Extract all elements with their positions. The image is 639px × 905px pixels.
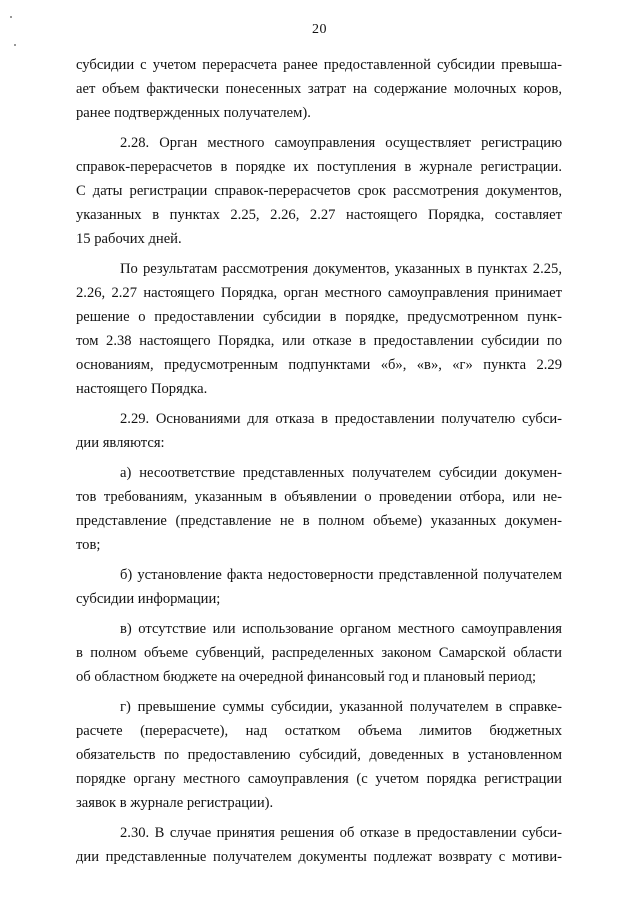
text-line: справок-перерасчетов в порядке их поступления в журнале регистрации. [76, 159, 562, 175]
text-line: решение о предоставлении субсидии в порядке, предусмотренном пунк- [76, 309, 562, 325]
text-line: том 2.38 настоящего Порядка, или отказе в предоставлении субсидии по [76, 333, 562, 349]
paragraph [76, 53, 562, 125]
text-line: субсидии с учетом перерасчета ранее предоставленной субсидии превыша- [76, 57, 562, 73]
text-line: обязательств по предоставлению субсидий, доведенных в установленном [76, 747, 562, 763]
text-line: расчете (перерасчете), над остатком объема лимитов бюджетных [76, 723, 562, 739]
text-line: в) отсутствие или использование органом местного самоуправления [120, 621, 562, 637]
text-line: 2.30. В случае принятия решения об отказе в предоставлении субси- [120, 825, 562, 841]
text-line: основаниям, предусмотренным подпунктами «б», «в», «г» пункта 2.29 [76, 357, 562, 373]
paragraph [76, 461, 562, 557]
paragraph [76, 563, 562, 611]
text-line: в полном объеме субвенций, распределенных законом Самарской области [76, 645, 562, 661]
text-line: г) превышение суммы субсидии, указанной получателем в справке- [120, 699, 562, 715]
text-line: указанных в пунктах 2.25, 2.26, 2.27 настоящего Порядка, составляет [76, 207, 562, 223]
text-line: 15 рабочих дней. [76, 231, 182, 247]
paragraph [76, 821, 562, 869]
text-line: б) установление факта недостоверности представленной получателем [120, 567, 562, 583]
paragraph [76, 131, 562, 251]
paragraph [76, 257, 562, 401]
paragraph [76, 617, 562, 689]
text-line: представление (представление не в полном объеме) указанных докумен- [76, 513, 562, 529]
document-body [76, 53, 562, 869]
page-number: 20 [312, 22, 327, 37]
text-line: дии представленные получателем документы подлежат возврату с мотиви- [76, 849, 562, 865]
text-line: об областном бюджете на очередной финансовый год и плановый период; [76, 669, 537, 685]
text-line: 2.28. Орган местного самоуправления осуществляет регистрацию [120, 135, 562, 151]
text-line: По результатам рассмотрения документов, указанных в пунктах 2.25, [120, 261, 562, 277]
text-line: а) несоответствие представленных получателем субсидии докумен- [120, 465, 562, 481]
scan-speck [14, 44, 16, 46]
text-line: порядке органу местного самоуправления (с учетом порядка регистрации [76, 771, 562, 787]
text-line: дии являются: [76, 435, 165, 451]
text-line: 2.26, 2.27 настоящего Порядка, орган местного самоуправления принимает [76, 285, 562, 301]
text-line: ает объем фактически понесенных затрат на содержание молочных коров, [76, 81, 562, 97]
text-line: ранее подтвержденных получателем). [76, 105, 311, 121]
text-line: субсидии информации; [76, 591, 221, 607]
paragraph [76, 695, 562, 815]
text-line: С даты регистрации справок-перерасчетов срок рассмотрения документов, [76, 183, 562, 199]
text-line: заявок в журнале регистрации). [76, 795, 274, 811]
paragraph [76, 407, 562, 455]
text-line: тов требованиям, указанным в объявлении о проведении отбора, или не- [76, 489, 562, 505]
text-line: 2.29. Основаниями для отказа в предоставлении получателю субси- [120, 411, 562, 427]
text-line: тов; [76, 537, 101, 553]
text-line: настоящего Порядка. [76, 381, 208, 397]
scan-speck [10, 16, 12, 18]
